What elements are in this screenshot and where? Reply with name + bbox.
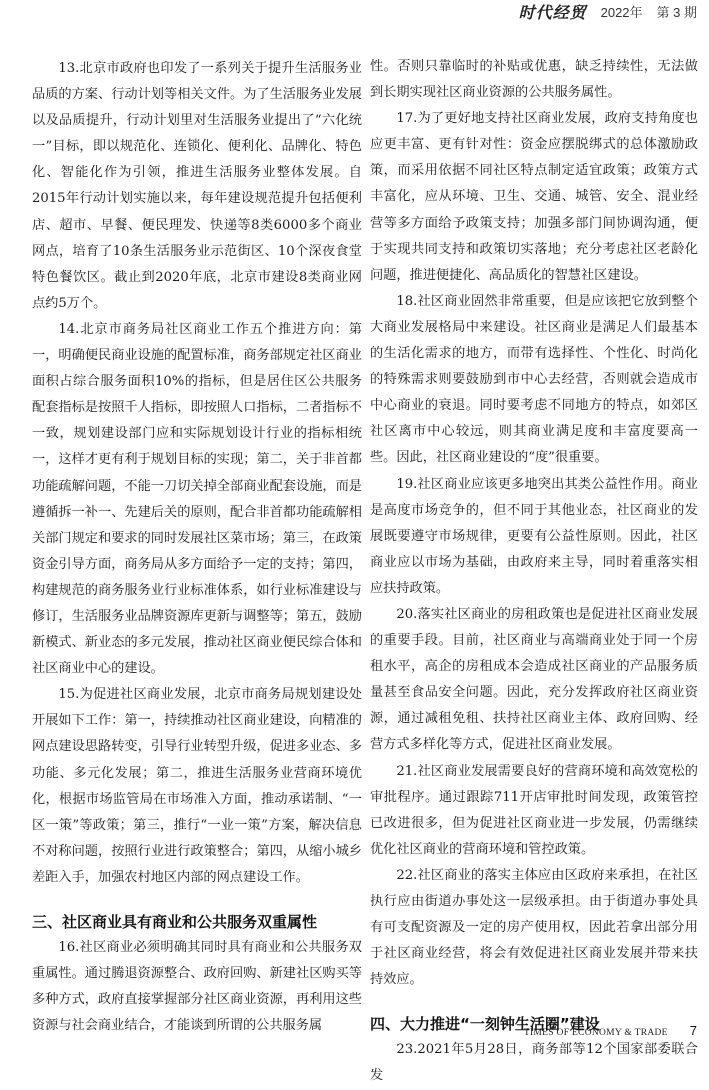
paragraph-17: 17.为了更好地支持社区商业发展，政府支持角度也应更丰富、更有针对性：资金应摆脱绑式的总体激励政策，而采用依据不同社区特点制定适宜政策；政策方式丰富化，应从环境、卫生、交通、城管、安全、混业经营等多方面给予政策支持；加强多部门间协调沟通，便于实现共同支持和政策切实落地；充分考虑社区老龄化问题，推进便捷化、高品质化的智慧社区建设。 [370, 111, 698, 283]
section-heading-4: 四、大力推进“一刻钟生活圈”建设 [370, 1015, 600, 1034]
paragraph-23: 23.2021年5月28日，商务部等12个国家部委联合发 [370, 1042, 698, 1084]
paragraph-15: 15.为促进社区商业发展，北京市商务局规划建设处开展如下工作：第一，持续推动社区商业建设，向精准的网点建设思路转变，引导行业转型升级，促进多业态、多功能、多元化发展；第二，推进生活服务业营商环境优化，根据市场监管局在市场准入方面，推动承诺制、“一区一策”等政策；第三，推行“一业一策”方案，解决信息不对称问题，按照行业进行政策整合；第四，从缩小城乡差距入手，加强农村地区内部的网点建设工作。 [32, 687, 362, 885]
paragraph-14: 14.北京市商务局社区商业工作五个推进方向：第一，明确便民商业设施的配置标准，商务部规定社区商业面积占综合服务面积10%的指标，但是居住区公共服务配套指标是按照千人指标，即按照人口指标，二者指标不一致，规划建设部门应和实际规划设计行业的指标相统一，这样才更有利于规划目标的实现；第二，关于非首都功能疏解问题，不能一刀切关掉全部商业配套设施，而是遵循拆一补一、先建后关的原则，配合非首都功能疏解相关部门规定和要求的同时发展社区菜市场；第三，在政策资金引导方面，商务局从多方面给予一定的支持；第四，构建规范的商务服务业行业标准体系，如行业标准建设与修订，生活服务业品牌资源库更新与调整等；第五，鼓励新模式、新业态的多元发展，推动社区商业便民综合体和社区商业中心的建设。 [32, 321, 362, 677]
paragraph-20: 20.落实社区商业的房租政策也是促进社区商业发展的重要手段。目前，社区商业与高端商业处于同一个房租水平，高企的房租成本会造成社区商业的产品服务质量甚至食品安全问题。因此，充分发挥政府社区商业资源，通过减租免租、扶持社区商业主体、政府回购、经营方式多样化等方式，促进社区商业发展。 [370, 606, 698, 753]
issue-year: 2022年 [600, 4, 643, 20]
paragraph-16: 16.社区商业必须明确其同时具有商业和公共服务双重属性。通过腾退资源整合、政府回购、新建社区购买等多种方式，政府直接掌握部分社区商业资源，再利用这些资源与社会商业结合，才能谈到所谓的公共服务属 [32, 940, 362, 1034]
paragraph-16-continued: 性。否则只靠临时的补贴或优惠，缺乏持续性，无法做到长期实现社区商业资源的公共服务属性。 [370, 59, 698, 101]
paragraph-19: 19.社区商业应该更多地突出其类公益性作用。商业是高度市场竞争的，但不同于其他业态，社区商业的发展既要遵守市场规律，更要有公益性原则。因此，社区商业应以市场为基础，由政府来主导，同时着重落实相应扶持政策。 [370, 476, 698, 596]
page-header [519, 0, 697, 22]
page-number: 7 [689, 1023, 697, 1038]
left-column [32, 56, 362, 1034]
magazine-title: 时代经贸 [518, 2, 587, 22]
paragraph-13: 13.北京市政府也印发了一系列关于提升生活服务业品质的方案、行动计划等相关文件。为了生活服务业发展以及品质提升，行动计划里对生活服务业提出了“六化统一”目标，即以规范化、连锁化、便利化、品牌化、特色化、智能化作为引领，推进生活服务业整体发展。自2015年行动计划实施以来，每年建设规范提升包括便利店、超市、早餐、便民理发、快递等8类6000多个商业网点，培育了10条生活服务业示范街区、10个深夜食堂特色餐饮区。截止到2020年底，北京市建设8类商业网点约5万个。 [32, 61, 362, 311]
section-heading-3: 三、社区商业具有商业和公共服务双重属性 [32, 913, 318, 931]
publication-name: TIMES OF ECONOMY & TRADE [523, 1028, 668, 1038]
page-footer [524, 1023, 697, 1038]
issue-number: 第 3 期 [656, 4, 697, 20]
paragraph-18: 18.社区商业固然非常重要，但是应该把它放到整个大商业发展格局中来建设。社区商业是满足人们最基本的生活化需求的地方，而带有选择性、个性化、时尚化的特殊需求则要鼓励到市中心去经营，否则就会造成市中心商业的衰退。同时要考虑不同地方的特点，如郊区社区离市中心较远，则其商业满足度和丰富度要高一些。因此，社区商业建设的“度”很重要。 [370, 293, 698, 466]
paragraph-22: 22.社区商业的落实主体应由区政府来承担，在社区执行应由街道办事处这一层级承担。由于街道办事处具有可支配资源及一定的房产使用权，因此若拿出部分用于社区商业经营，将会有效促进社区商业发展并带来扶持效应。 [370, 867, 698, 988]
paragraph-21: 21.社区商业发展需要良好的营商环境和高效宽松的审批程序。通过跟踪711开店审批时间发现，政策管控已改进很多，但为促进社区商业进一步发展，仍需继续优化社区商业的营商环境和管控政策。 [370, 763, 698, 857]
